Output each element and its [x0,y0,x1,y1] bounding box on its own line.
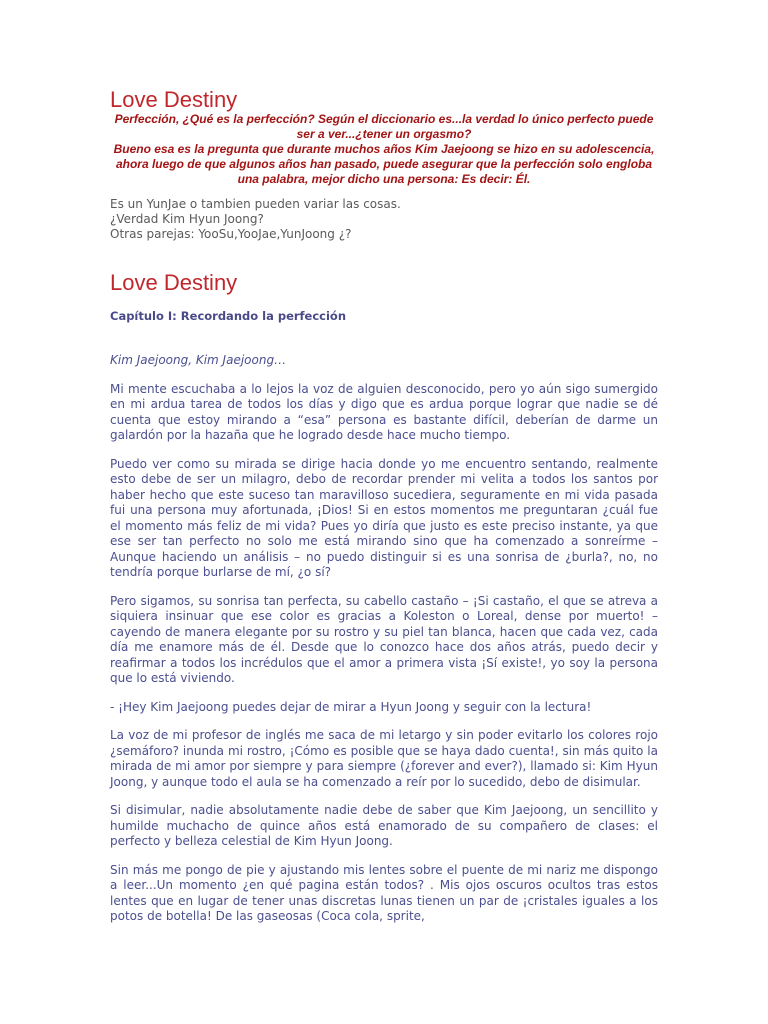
intro-summary-line: Perfección, ¿Qué es la perfección? Según el diccionario es...la verdad lo único perfecto puede ser a ver...¿tener un orgasmo? [114,112,654,141]
body-paragraph: La voz de mi profesor de inglés me saca de mi letargo y sin poder evitarlo los colores rojo ¿semáforo? inunda mi rostro, ¡Cómo es posible que se haya dado cuenta!, sin más quito la mirada de mi amor por siempre y para siempre (¿forever and ever?), llamado si: Kim Hyun Joong, y aunque todo el aula se ha comenzado a reír por lo sucedido, debo de disimular. [110,728,658,789]
body-paragraph: Puedo ver como su mirada se dirige hacia donde yo me encuentro sentando, realmente esto debe de ser un milagro, debo de recordar prender mi velita a todos los santos por haber hecho que este suceso tan maravilloso sucediera, seguramente en mi vida pasada fui una persona muy afortunada, ¡Dios! Si en estos momentos me preguntaran ¿cuál fue el momento más feliz de mi vida? Pues yo diría que justo es este preciso instante, ya que ese ser tan perfecto no solo me está mirando sino que ha comenzado a sonreírme – Aunque haciendo un análisis – no puedo distinguir si es una sonrisa de ¿burla?, no, no tendría porque burlarse de mí, ¿o sí? [110,456,658,579]
chapter-heading: Capítulo I: Recordando la perfección [110,309,347,323]
chapter-body [110,353,658,938]
document-title: Love Destiny [110,87,238,112]
intro-note-line: ¿Verdad Kim Hyun Joong? [110,212,264,226]
intro-note-line: Otras parejas: YooSu,YooJae,YunJoong ¿? [110,227,352,241]
intro-notes [110,197,658,242]
body-paragraph: Kim Jaejoong, Kim Jaejoong… [110,353,287,367]
intro-note-line: Es un YunJae o tambien pueden variar las cosas. [110,197,401,211]
body-paragraph: Mi mente escuchaba a lo lejos la voz de alguien desconocido, pero yo aún sigo sumergido en mi ardua tarea de todos los días y digo que es ardua porque lograr que nadie se dé cuenta que estoy mirando a “esa” persona es bastante difícil, deberían de darme un galardón por la hazaña que he logrado desde hace mucho tiempo. [110,381,658,442]
intro-summary [110,112,658,187]
section-title: Love Destiny [110,270,238,295]
body-paragraph: Pero sigamos, su sonrisa tan perfecta, su cabello castaño – ¡Si castaño, el que se atreva a siquiera insinuar que ese color es gracias a Koleston o Loreal, dense por muerto! – cayendo de manera elegante por su rostro y su piel tan blanca, hacen que cada vez, cada día me enamore más de él. Desde que lo conozco hace dos años atrás, puedo decir y reafirmar a todos los incrédulos que el amor a primera vista ¡Sí existe!, yo soy la persona que lo está viviendo. [110,593,658,685]
body-paragraph: - ¡Hey Kim Jaejoong puedes dejar de mirar a Hyun Joong y seguir con la lectura! [110,699,592,714]
body-paragraph: Si disimular, nadie absolutamente nadie debe de saber que Kim Jaejoong, un sencillito y humilde muchacho de quince años está enamorado de su compañero de clases: el perfecto y belleza celestial de Kim Hyun Joong. [110,803,658,848]
intro-summary-line: Bueno esa es la pregunta que durante muchos años Kim Jaejoong se hizo en su adolescencia, ahora luego de que algunos años han pasado, puede asegurar que la perfección solo engloba una palabra, mejor dicho una persona: Es decir: Él. [113,142,655,186]
body-paragraph: Sin más me pongo de pie y ajustando mis lentes sobre el puente de mi nariz me dispongo a leer...Un momento ¿en qué pagina están todos? . Mis ojos oscuros ocultos tras estos lentes que en lugar de tener unas discretas lunas tienen un par de ¡cristales iguales a los potos de botella! De las gaseosas (Coca cola, sprite, [110,862,658,923]
